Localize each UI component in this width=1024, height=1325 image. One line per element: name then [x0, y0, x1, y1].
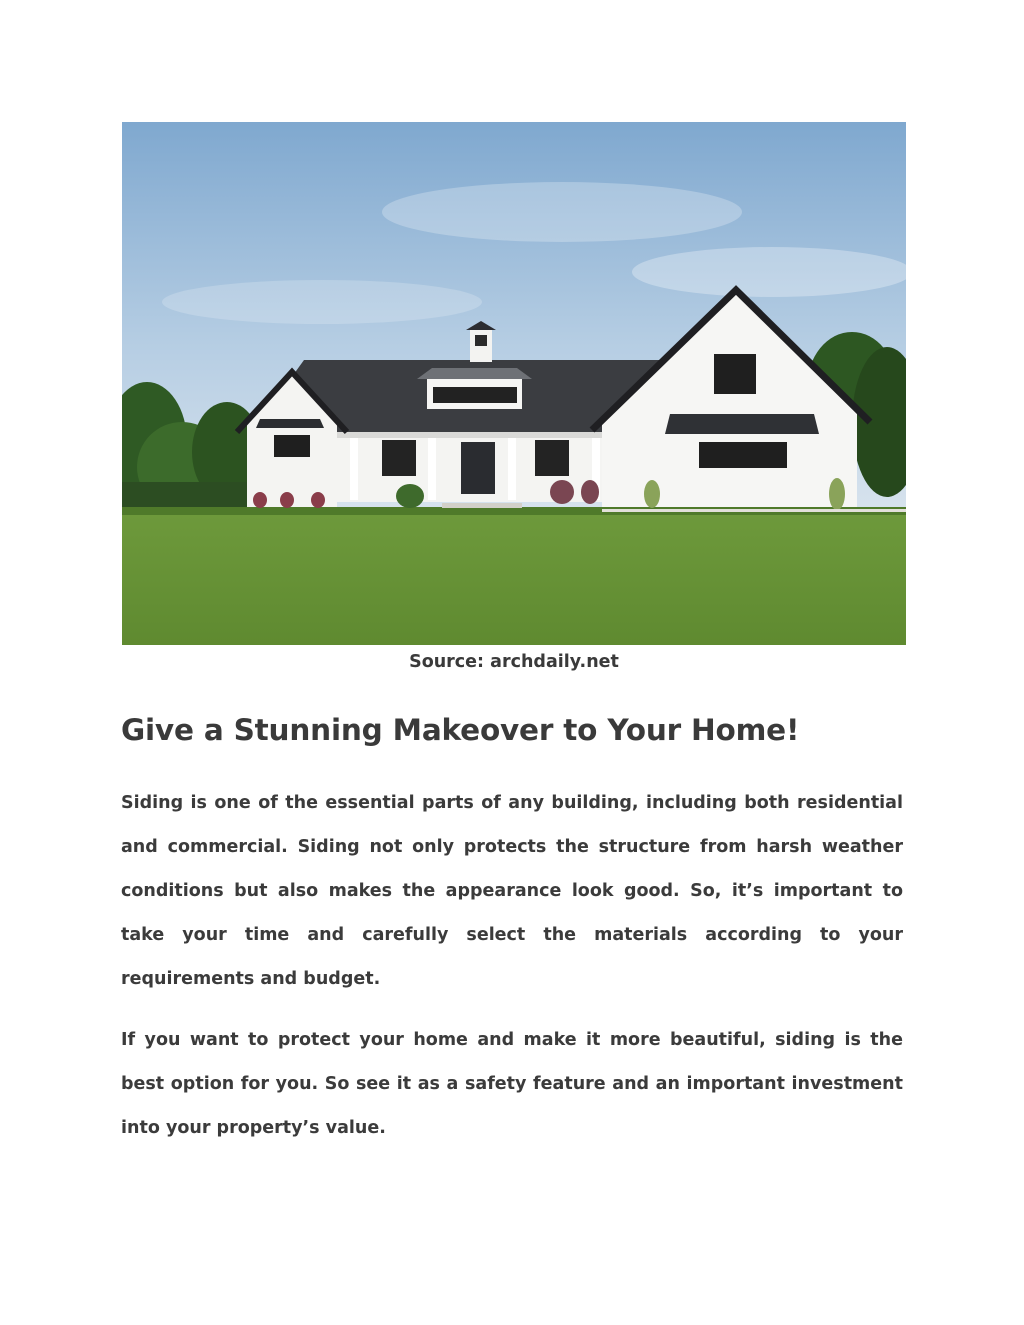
body-paragraph-1: Siding is one of the essential parts of any building, including both residential and commercial. Siding not only protects the structure from harsh weather conditions but also makes the appearance look good. So, it’s important to take your time and carefully select the materials according to your requirements and budget.	[121, 793, 903, 989]
house-photo	[122, 122, 906, 645]
page-heading: Give a Stunning Makeover to Your Home!	[121, 713, 800, 747]
image-caption: Source: archdaily.net	[409, 652, 619, 672]
body-paragraph-2: If you want to protect your home and make it more beautiful, siding is the best option for you. So see it as a safety feature and an important investment into your property’s value.	[121, 1030, 903, 1138]
